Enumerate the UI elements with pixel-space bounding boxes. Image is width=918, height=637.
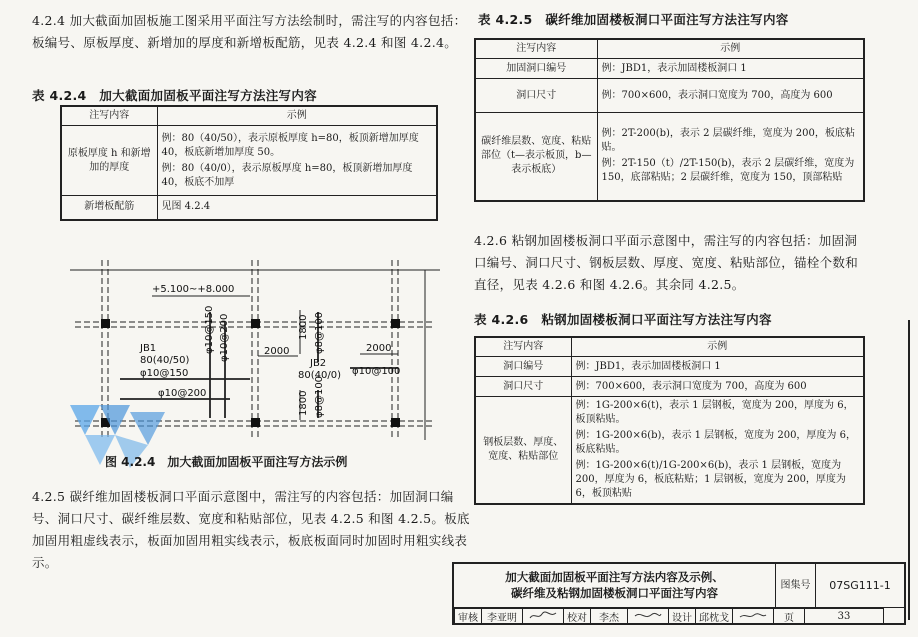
section-4-2-5-text: 4.2.5 碳纤维加固楼板洞口平面示意图中，需注写的内容包括：加固洞口编号、洞口尺寸、碳纤维层数、宽度和粘贴部位，见表 4.2.5 和图 4.2.5。板底加固用粗虚线表示，板面加固用粗实线表示，板底板面同时加固时用粗实线表示。	[32, 489, 470, 570]
jb2-rebar: φ10@100	[352, 366, 401, 377]
figure-4-2-4-caption: 图 4.2.4 加大截面加固板平面注写方法示例	[105, 455, 348, 469]
example-line: 例：80（40/0），表示原板厚度 h=80，板顶新增加厚度 40，板底不加厚	[161, 162, 413, 188]
v-rebar-1: φ10@150	[204, 305, 215, 354]
table-cell	[157, 126, 437, 196]
example-line: 例：2T-200(b)，表示 2 层碳纤维，宽度为 200，板底粘贴。	[601, 128, 855, 154]
table-cell: 碳纤维层数、宽度、粘贴部位（t—表示板顶，b—表示板底）	[475, 113, 597, 201]
example-line: 例：1G-200×6(t)，表示 1 层钢板，宽度为 200，厚度为 6，板顶粘贴。	[575, 400, 854, 425]
section-4-2-6-text: 4.2.6 粘钢加固楼板洞口平面示意图中，需注写的内容包括：加固洞口编号、洞口尺寸、钢板层数、厚度、宽度、粘贴部位，锚栓个数和直径，见表 4.2.6 和图 4.2.6。其余同 4.2.5。	[474, 233, 859, 292]
table-cell: 见图 4.2.4	[157, 196, 437, 220]
table-cell: 原板厚度 h 和新增加的厚度	[61, 126, 157, 196]
signature	[523, 609, 564, 625]
v-rebar-2: φ10@200	[219, 313, 230, 362]
example-line: 例：2T-150（t）/2T-150(b)，表示 2 层碳纤维，宽度为 150，底部粘贴；2 层碳纤维，宽度为 150，顶部粘贴	[601, 158, 855, 184]
design-name: 邱枕戈	[696, 609, 733, 625]
section-4-2-5	[32, 486, 472, 574]
table-cell	[597, 113, 864, 201]
review-name: 李亚明	[482, 609, 523, 625]
table-4-2-5-caption: 表 4.2.5 碳纤维加固楼板洞口平面注写方法注写内容	[478, 12, 789, 27]
drawing-title	[454, 564, 776, 608]
table-4-2-6-caption: 表 4.2.6 粘钢加固楼板洞口平面注写方法注写内容	[474, 312, 772, 327]
table-header: 示例	[597, 39, 864, 59]
signature	[733, 609, 774, 625]
jb1-thickness: 80(40/50)	[140, 355, 190, 366]
table-header: 注写内容	[61, 106, 157, 126]
title-block	[452, 562, 906, 625]
v-rebar-3: φ8@100	[314, 311, 325, 354]
bottom-rebar: φ10@200	[158, 388, 207, 399]
drawing-title-line1: 加大截面加固板平面注写方法内容及示例、	[505, 570, 724, 584]
table-cell: 例：700×600，表示洞口宽度为 700，高度为 600	[597, 79, 864, 113]
table-cell: 例：JBD1，表示加固楼板洞口 1	[571, 357, 864, 377]
table-cell: 新增板配筋	[61, 196, 157, 220]
jb1-rebar: φ10@150	[140, 368, 189, 379]
table-header: 示例	[157, 106, 437, 126]
table-cell: 加固洞口编号	[475, 59, 597, 79]
table-4-2-4	[60, 105, 438, 221]
example-line: 例：80（40/50），表示原板厚度 h=80，板顶新增加厚度 40，板底新增加厚度 50。	[161, 132, 419, 158]
drawing-title-line2: 碳纤维及粘钢加固楼板洞口平面注写内容	[511, 586, 718, 600]
jb1-name: JB1	[140, 343, 157, 354]
column	[391, 418, 400, 427]
table-cell: 钢板层数、厚度、宽度、粘贴部位	[475, 397, 571, 505]
table-cell: 洞口编号	[475, 357, 571, 377]
page-label: 页	[774, 609, 805, 625]
jb2-name: JB2	[310, 358, 327, 369]
signature-scribble	[528, 610, 558, 621]
signature-scribble	[738, 610, 768, 621]
atlas-label: 图集号	[776, 564, 816, 608]
table-4-2-4-caption: 表 4.2.4 加大截面加固板平面注写方法注写内容	[32, 88, 317, 103]
table-header: 注写内容	[475, 39, 597, 59]
table-4-2-6	[474, 336, 865, 505]
table-cell: 洞口尺寸	[475, 377, 571, 397]
signature-scribble	[633, 610, 663, 621]
check-label: 校对	[564, 609, 591, 625]
dim-2000-b: 2000	[366, 343, 392, 354]
design-label: 设计	[669, 609, 696, 625]
dim-2000-a: 2000	[264, 346, 290, 357]
table-cell: 例：700×600，表示洞口宽度为 700，高度为 600	[571, 377, 864, 397]
signature	[628, 609, 669, 625]
column	[251, 418, 260, 427]
atlas-number: 07SG111-1	[816, 564, 904, 608]
review-label: 审核	[455, 609, 482, 625]
table-header: 注写内容	[475, 337, 571, 357]
table-cell: 洞口尺寸	[475, 79, 597, 113]
dim-1800-a: 1800	[298, 314, 309, 340]
example-line: 例：1G-200×6(t)/1G-200×6(b)，表示 1 层钢板，宽度为 200，厚度为 6，板底粘贴；1 层钢板，宽度为 200，厚度为 6，板顶粘贴	[575, 460, 846, 499]
section-4-2-4-text: 4.2.4 加大截面加固板施工图采用平面注写方法绘制时，需注写的内容包括：板编号、原板厚度、新增加的厚度和新增板配筋，见表 4.2.4 和图 4.2.4。	[32, 13, 467, 50]
table-header: 示例	[571, 337, 864, 357]
table-4-2-5	[474, 38, 865, 202]
jb2-thickness: 80(40/0)	[298, 370, 341, 381]
table-cell	[571, 397, 864, 505]
margin-rule	[908, 320, 910, 620]
column	[101, 319, 110, 328]
page-number: 33	[805, 609, 884, 625]
signature-row	[454, 608, 884, 625]
example-line: 例：1G-200×6(b)，表示 1 层钢板，宽度为 200，厚度为 6，板底粘贴。	[575, 430, 856, 455]
v-rebar-4: φ8@100	[314, 375, 325, 418]
section-4-2-4	[32, 10, 472, 54]
check-name: 李杰	[591, 609, 628, 625]
column	[391, 319, 400, 328]
elevation-label: +5.100~+8.000	[152, 284, 235, 295]
section-4-2-6	[474, 230, 866, 296]
table-cell: 例：JBD1，表示加固楼板洞口 1	[597, 59, 864, 79]
column	[251, 319, 260, 328]
dim-1800-b: 1800	[298, 390, 309, 416]
